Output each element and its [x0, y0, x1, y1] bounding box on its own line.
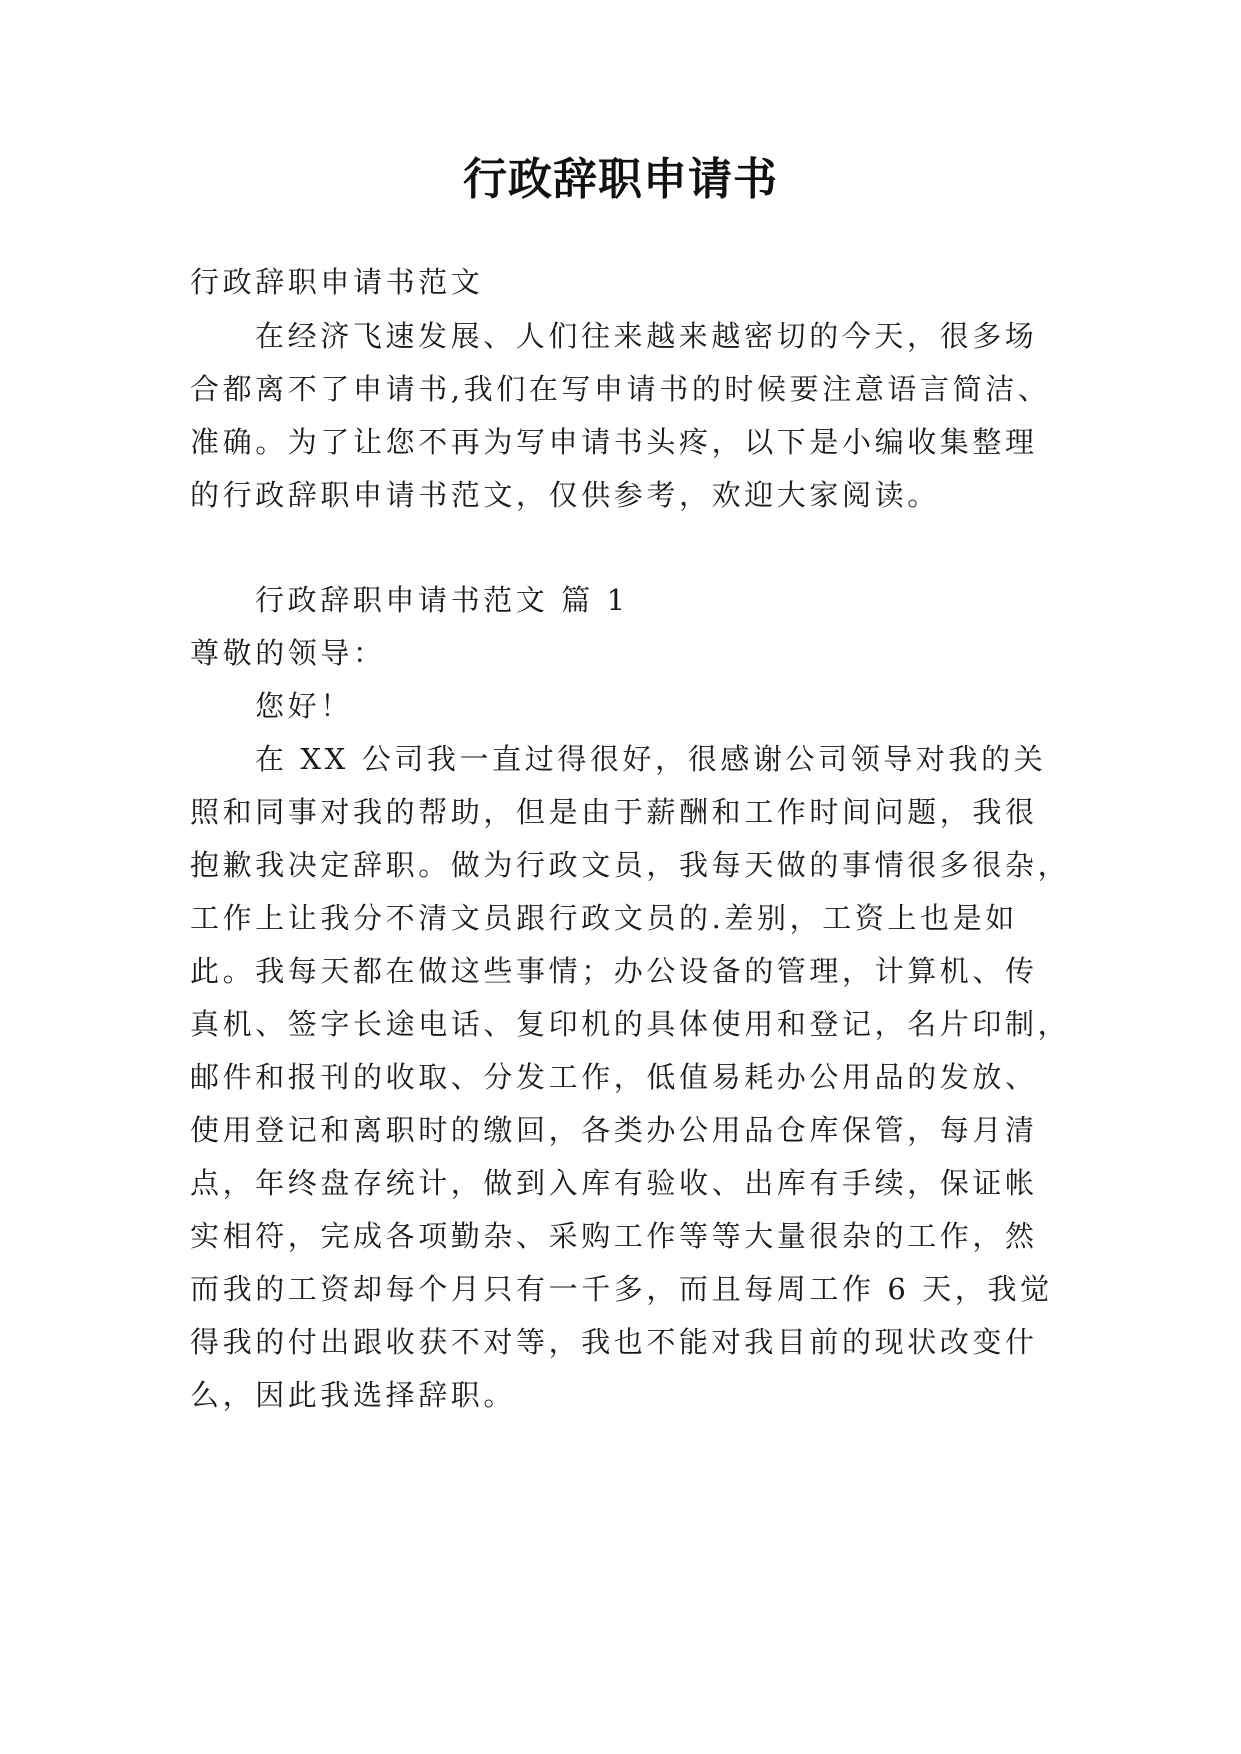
document-title: 行政辞职申请书	[463, 154, 778, 205]
body-line: 而我的工资却每个月只有一千多，而且每周工作 6 天，我觉	[190, 1272, 1053, 1306]
subtitle-line: 行政辞职申请书范文	[190, 265, 484, 299]
body-line: 实相符，完成各项勤杂、采购工作等等大量很杂的工作，然	[190, 1219, 1038, 1253]
body-line: 真机、签字长途电话、复印机的具体使用和登记，名片印制，	[190, 1007, 1071, 1041]
body-line: 点，年终盘存统计，做到入库有验收、出库有手续，保证帐	[190, 1166, 1038, 1200]
body-line: 么，因此我选择辞职。	[190, 1378, 517, 1412]
body-line: 照和同事对我的帮助，但是由于薪酬和工作时间问题，我很	[190, 795, 1038, 829]
body-line: 使用登记和离职时的缴回，各类办公用品仓库保管，每月清	[190, 1113, 1038, 1147]
body-line: 在 XX 公司我一直过得很好，很感谢公司领导对我的关	[255, 742, 1047, 776]
intro-line: 在经济飞速发展、人们往来越来越密切的今天，很多场	[255, 319, 1038, 353]
salutation: 尊敬的领导：	[190, 636, 386, 670]
intro-line: 准确。为了让您不再为写申请书头疼，以下是小编收集整理	[190, 425, 1038, 459]
greeting: 您好！	[255, 689, 353, 723]
body-line: 此。我每天都在做这些事情；办公设备的管理，计算机、传	[190, 954, 1038, 988]
section-heading: 行政辞职申请书范文 篇 1	[255, 583, 629, 617]
body-line: 得我的付出跟收获不对等，我也不能对我目前的现状改变什	[190, 1325, 1038, 1359]
intro-line: 合都离不了申请书,我们在写申请书的时候要注意语言简洁、	[190, 372, 1051, 406]
body-line: 工作上让我分不清文员跟行政文员的.差别，工资上也是如	[190, 901, 1018, 935]
intro-line: 的行政辞职申请书范文，仅供参考，欢迎大家阅读。	[190, 478, 940, 512]
body-line: 抱歉我决定辞职。做为行政文员，我每天做的事情很多很杂，	[190, 848, 1071, 882]
body-line: 邮件和报刊的收取、分发工作，低值易耗办公用品的发放、	[190, 1060, 1038, 1094]
